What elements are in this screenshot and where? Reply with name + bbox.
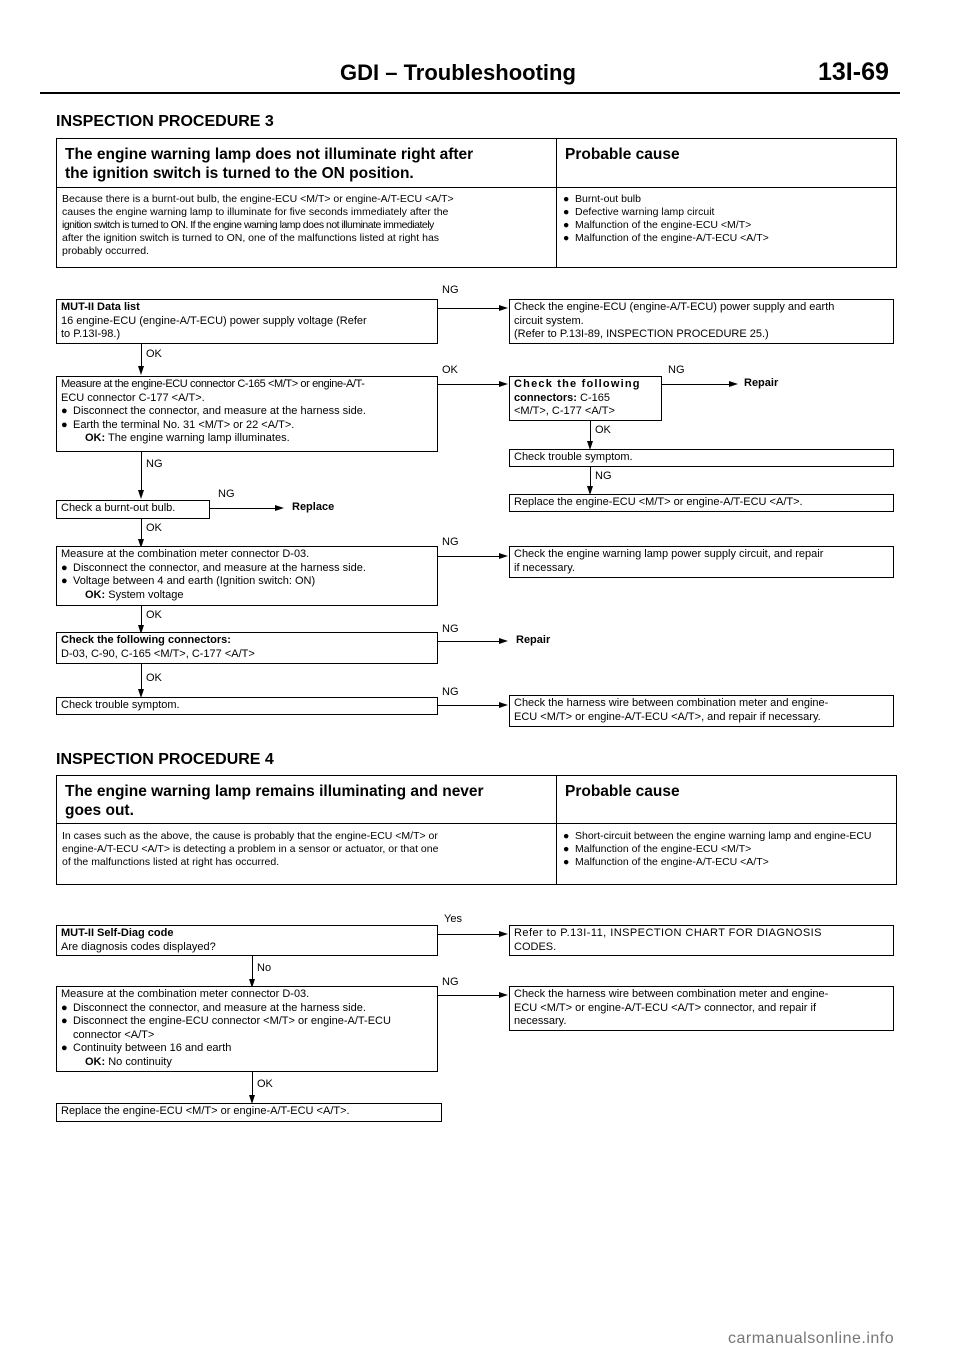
harness-wire-check-box: Check the harness wire between combination meter and engine- ECU <M/T> or engine-A/T-ECU <A/T>, and repair if necessary.: [509, 695, 894, 727]
mut-self-diag-box: MUT-II Self-Diag code Are diagnosis codes displayed?: [56, 925, 438, 956]
list-item: ● Short-circuit between the engine warning lamp and engine-ECU: [563, 830, 872, 842]
measure-combination-meter-box: Measure at the combination meter connector D-03. ● Disconnect the connector, and measure at the harness side. ● Voltage between 4 and earth (Ignition switch: ON) OK: System voltage: [56, 546, 438, 606]
ng-label: NG: [442, 686, 459, 698]
list-item: ● Burnt-out bulb: [563, 193, 641, 205]
flow-connector: [438, 384, 500, 385]
procedure-3-heading: INSPECTION PROCEDURE 3: [56, 113, 274, 130]
list-item: ● Earth the terminal No. 31 <M/T> or 22 <A/T>.: [61, 418, 295, 431]
arrow-right-icon: [499, 992, 508, 998]
procedure-4-heading: INSPECTION PROCEDURE 4: [56, 751, 274, 768]
procedure-4-cause-table: [56, 775, 897, 885]
ng-label: NG: [218, 488, 235, 500]
flow-connector: [662, 384, 730, 385]
lamp-power-supply-box: Check the engine warning lamp power supply circuit, and repair if necessary.: [509, 546, 894, 578]
list-item: ● Malfunction of the engine-A/T-ECU <A/T>: [563, 856, 769, 868]
flow-connector: [141, 344, 142, 366]
replace-label: Replace: [292, 501, 335, 513]
ok-label: OK: [257, 1078, 273, 1090]
replace-ecu-box: Replace the engine-ECU <M/T> or engine-A/T-ECU <A/T>.: [509, 494, 894, 512]
header-rule: [40, 92, 900, 94]
procedure-3-symptom: The engine warning lamp does not illuminate right after the ignition switch is turned to the ON position.: [65, 146, 474, 182]
arrow-right-icon: [499, 638, 508, 644]
harness-wire-check-2-box: Check the harness wire between combination meter and engine- ECU <M/T> or engine-A/T-ECU <A/T> connector, and repair if necessary.: [509, 986, 894, 1031]
flow-connector: [590, 467, 591, 487]
list-item: ● Defective warning lamp circuit: [563, 206, 715, 218]
list-item: ● Voltage between 4 and earth (Ignition switch: ON): [61, 575, 316, 587]
arrow-right-icon: [499, 305, 508, 311]
ng-label: NG: [146, 458, 163, 470]
power-supply-check-box: Check the engine-ECU (engine-A/T-ECU) power supply and earth circuit system. (Refer to P.13I-89, INSPECTION PROCEDURE 25.): [509, 299, 894, 344]
procedure-4-causes-list: [563, 830, 893, 869]
ng-label: NG: [442, 284, 459, 296]
ng-label: NG: [442, 623, 459, 635]
check-connectors-2-box: Check the following connectors: D-03, C-90, C-165 <M/T>, C-177 <A/T>: [56, 632, 438, 664]
page-number: 13I-69: [818, 58, 889, 86]
ng-label: NG: [668, 364, 685, 376]
flow-connector: [141, 519, 142, 540]
ok-label: OK: [146, 522, 162, 534]
procedure-4-symptom: The engine warning lamp remains illuminating and never goes out.: [65, 783, 484, 819]
arrow-right-icon: [499, 931, 508, 937]
flow-connector: [141, 664, 142, 690]
procedure-4-explanation: In cases such as the above, the cause is probably that the engine-ECU <M/T> or engine-A/T-ECU <A/T> is detecting a problem in a sensor or actuator, or that one of the malfunctions listed at right has occurred.: [62, 830, 439, 868]
arrow-right-icon: [499, 702, 508, 708]
repair-label: Repair: [516, 634, 551, 646]
ng-label: NG: [442, 536, 459, 548]
arrow-right-icon: [499, 553, 508, 559]
ng-label: NG: [595, 470, 612, 482]
procedure-3-causes-list: [563, 193, 893, 245]
list-item: ● Disconnect the connector, and measure at the harness side.: [61, 1001, 366, 1014]
mut-data-list-box: MUT-II Data list 16 engine-ECU (engine-A/T-ECU) power supply voltage (Refer to P.13I-98.): [56, 299, 438, 344]
list-item: ● Disconnect the connector, and measure at the harness side.: [61, 561, 366, 574]
flow-connector: [438, 705, 500, 706]
list-item: ● Disconnect the connector, and measure at the harness side.: [61, 405, 366, 417]
procedure-4-cause-heading: Probable cause: [565, 783, 680, 800]
check-trouble-symptom-2-box: Check trouble symptom.: [56, 697, 438, 715]
ok-label: OK: [146, 609, 162, 621]
flow-connector: [438, 308, 500, 309]
flow-connector: [141, 606, 142, 626]
replace-ecu-2-box: Replace the engine-ECU <M/T> or engine-A/T-ECU <A/T>.: [56, 1103, 442, 1122]
page-title: GDI – Troubleshooting: [340, 60, 576, 85]
list-item: ● Disconnect the engine-ECU connector <M/T> or engine-A/T-ECU connector <A/T>: [61, 1015, 391, 1041]
arrow-down-icon: [138, 490, 144, 499]
flow-connector: [438, 556, 500, 557]
flow-connector: [438, 934, 500, 935]
ok-label: OK: [442, 364, 458, 376]
list-item: ● Continuity between 16 and earth: [61, 1042, 232, 1054]
no-label: No: [257, 962, 272, 974]
refer-inspection-chart-box: Refer to P.13I-11, INSPECTION CHART FOR DIAGNOSIS CODES.: [509, 925, 894, 956]
list-item: ● Malfunction of the engine-ECU <M/T>: [563, 843, 752, 855]
flow-connector: [438, 995, 500, 996]
list-item: ● Malfunction of the engine-ECU <M/T>: [563, 219, 752, 231]
ng-label: NG: [442, 976, 459, 988]
flow-connector: [210, 508, 276, 509]
measure-ecu-connector-box: Measure at the engine-ECU connector C-165 <M/T> or engine-A/T- ECU connector C-177 <A/T>. ● Disconnect the connector, and measure at the harness side. ● Earth the terminal No. 31 <M/T> or 22 <A/T>. OK: The engine warning lamp illuminates.: [56, 376, 438, 452]
flow-connector: [252, 1072, 253, 1096]
flow-connector: [141, 452, 142, 490]
procedure-3-explanation: Because there is a burnt-out bulb, the engine-ECU <M/T> or engine-A/T-ECU <A/T> causes the engine warning lamp to illuminate for five seconds immediately after the ignition switch is turned to ON. If the engine warning lamp does not illuminate immediately after the ignition switch is turned to ON, one of the malfunctions listed at right has probably occurred.: [62, 193, 454, 257]
measure-combination-meter-2-box: Measure at the combination meter connector D-03. ● Disconnect the connector, and measure at the harness side. ● Disconnect the engine-ECU connector <M/T> or engine-A/T-ECU connector <A/T> ● Continuity between 16 and earth OK: No continuity: [56, 986, 438, 1072]
procedure-3-cause-table: [56, 138, 897, 268]
procedure-3-cause-heading: Probable cause: [565, 146, 680, 163]
ok-label: OK: [146, 672, 162, 684]
yes-label: Yes: [444, 913, 462, 925]
check-connectors-box: Check the following connectors: C-165 <M/T>, C-177 <A/T>: [509, 376, 662, 421]
flow-connector: [438, 641, 500, 642]
list-item: ● Malfunction of the engine-A/T-ECU <A/T>: [563, 232, 769, 244]
arrow-right-icon: [729, 381, 738, 387]
watermark: carmanualsonline.info: [728, 1330, 895, 1347]
flow-connector: [590, 421, 591, 442]
ok-label: OK: [146, 348, 162, 360]
ok-label: OK: [595, 424, 611, 436]
arrow-right-icon: [275, 505, 284, 511]
arrow-right-icon: [499, 381, 508, 387]
check-trouble-symptom-box: Check trouble symptom.: [509, 449, 894, 467]
repair-label: Repair: [744, 377, 779, 389]
flow-connector: [252, 956, 253, 980]
arrow-down-icon: [138, 366, 144, 375]
check-bulb-box: Check a burnt-out bulb.: [56, 500, 210, 519]
